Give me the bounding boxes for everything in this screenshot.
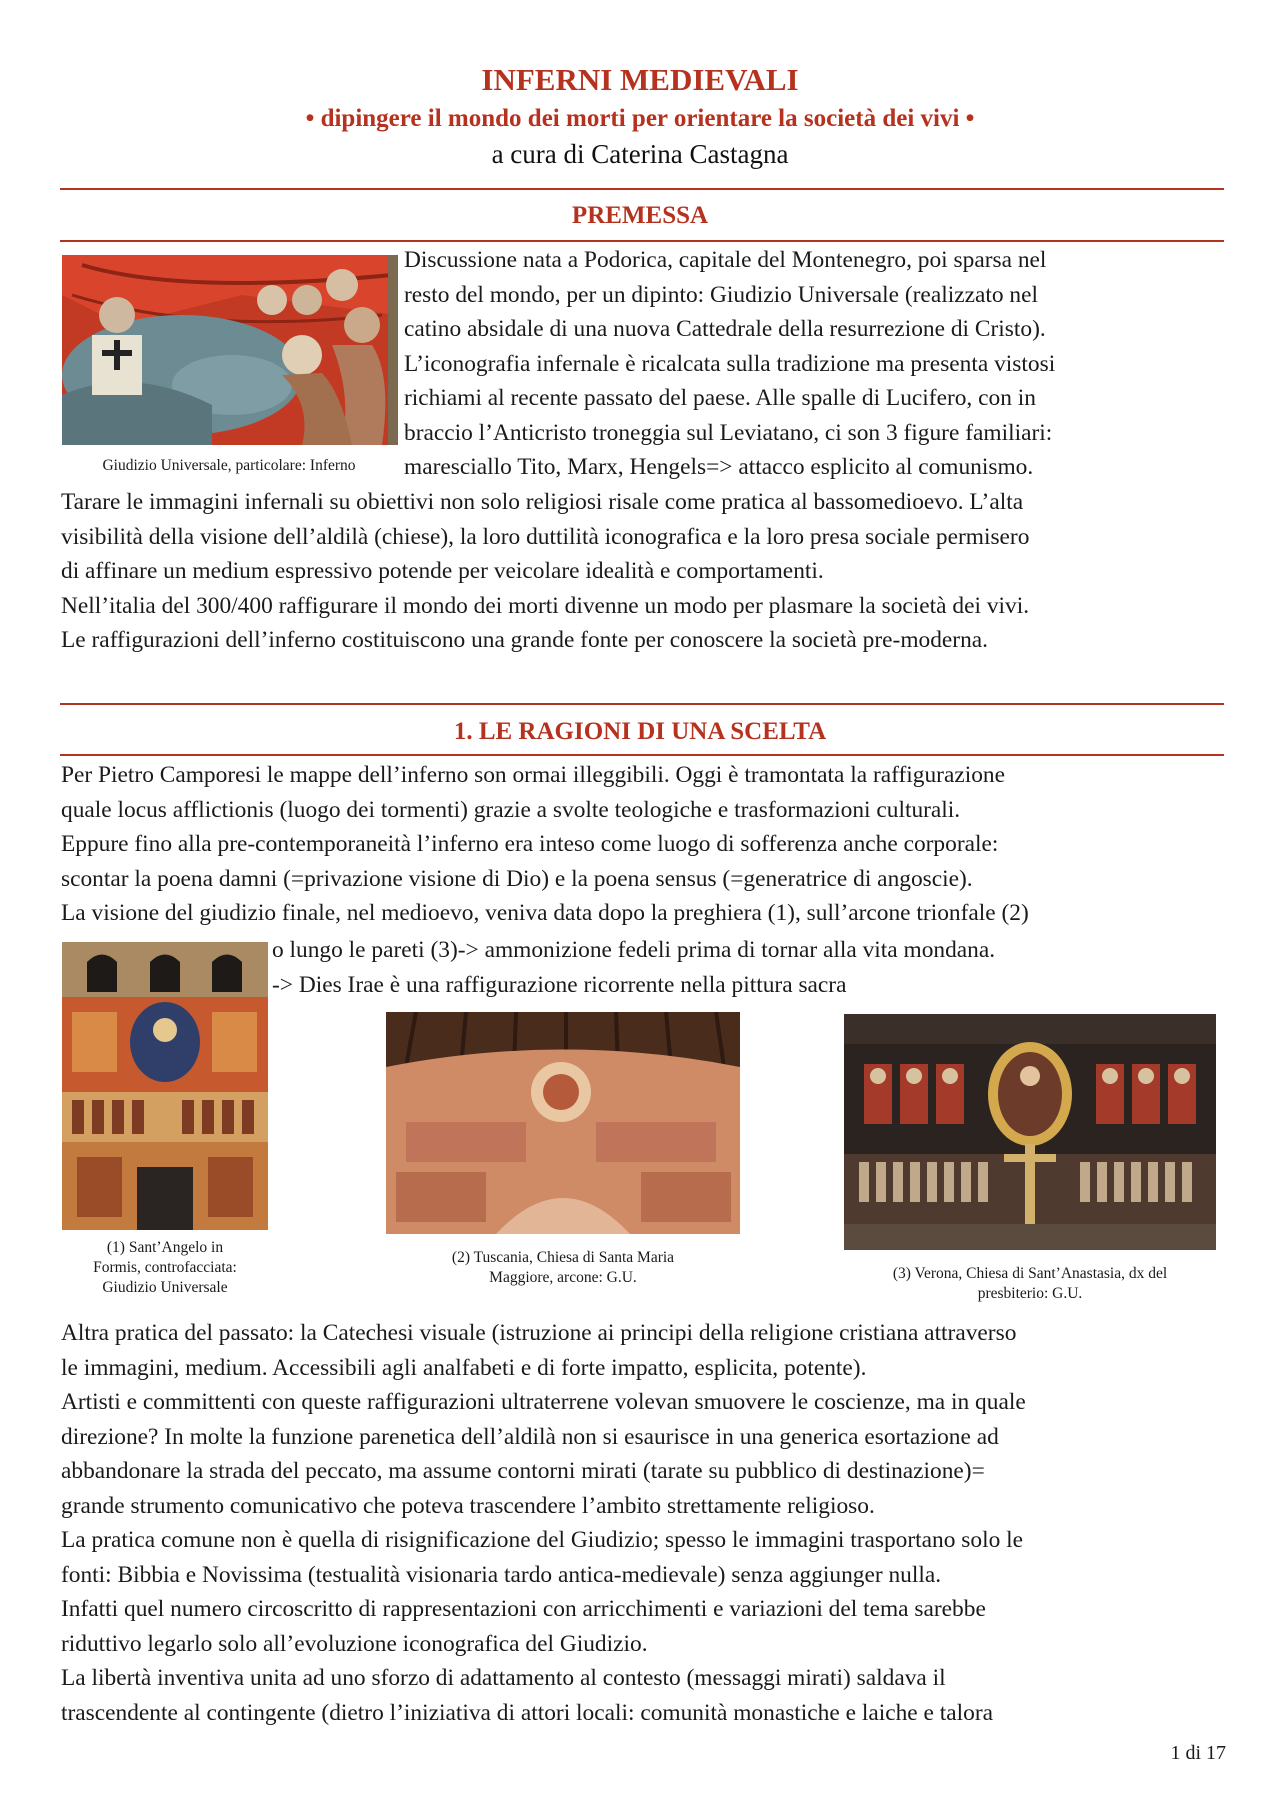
caption-line: Giudizio Universale [102,1279,228,1296]
caption-line: Maggiore, arcone: G.U. [489,1269,637,1286]
section-heading-ragioni: 1. LE RAGIONI DI UNA SCELTA [453,718,827,745]
text-line: Per Pietro Camporesi le mappe dell’inferno son ormai illeggibili. Oggi è tramontata la raffigurazione [61,762,1006,788]
section1-intro-text [61,758,1029,931]
divider-rule [60,703,1224,705]
caption-line: (2) Tuscania, Chiesa di Santa Maria [451,1249,675,1266]
premessa-body-text [61,485,1029,658]
text-line: fonti: Bibbia e Novissima (testualità visionaria tardo antica-medievale) senza aggiunger nulla. [61,1561,942,1588]
text-line: le immagini, medium. Accessibili agli analfabeti e di forte impatto, esplicita, potente). [61,1354,867,1381]
text-line: maresciallo Tito, Marx, Hengels=> attacco esplicito al comunismo. [404,454,1034,480]
text-line: richiami al recente passato del paese. Alle spalle di Lucifero, con in [404,385,1036,411]
text-line: Altra pratica del passato: la Catechesi visuale (istruzione ai principi della religione cristiana attraverso [61,1320,1017,1346]
text-line: Eppure fino alla pre-contemporaneità l’inferno era inteso come luogo di sofferenza anche corporale: [61,831,999,857]
divider-rule [60,240,1224,242]
text-line: o lungo le pareti (3)-> ammonizione fedeli prima di tornar alla vita mondana. [272,937,996,963]
section-heading-premessa: PREMESSA [571,202,709,229]
page-number: 1 di 17 [1170,1742,1226,1764]
figure-caption [56,1238,274,1298]
text-line: visibilità della visione dell’aldilà (chiese), la loro duttilità iconografica e la loro presa sociale permisero [61,523,1030,550]
figure-caption: Giudizio Universale, particolare: Inferno [102,457,356,474]
text-line: riduttivo legarlo solo all’evoluzione iconografica del Giudizio. [61,1630,648,1657]
tuscania-fresco-image [386,1012,740,1234]
section1-side-text [272,933,995,1002]
text-line: Discussione nata a Podorica, capitale del Montenegro, poi sparsa nel [404,247,1047,273]
caption-line: (3) Verona, Chiesa di Sant’Anastasia, dx del [892,1265,1168,1282]
text-line: direzione? In molte la funzione parenetica dell’aldilà non si esaurisce in una generica esortazione ad [61,1423,999,1450]
divider-rule [60,188,1224,190]
text-line: catino absidale di una nuova Cattedrale della resurrezione di Cristo). [404,316,1046,342]
premessa-side-text [404,243,1055,485]
section1-body-text [61,1316,1026,1730]
figure-caption [838,1264,1222,1304]
text-line: Nell’italia del 300/400 raffigurare il mondo dei morti divenne un modo per plasmare la società dei vivi. [61,592,1030,619]
text-line: braccio l’Anticristo troneggia sul Leviatano, ci son 3 figure familiari: [404,419,1053,446]
text-line: Infatti quel numero circoscritto di rappresentazioni con arricchimenti e variazioni del tema sarebbe [61,1596,986,1622]
text-line: quale locus afflictionis (luogo dei tormenti) grazie a svolte teologiche e trasformazioni culturali. [61,796,961,823]
text-line: La pratica comune non è quella di risignificazione del Giudizio; spesso le immagini trasportano solo le [61,1527,1023,1553]
document-subtitle: • dipingere il mondo dei morti per orientare la società dei vivi • [305,105,975,132]
text-line: Tarare le immagini infernali su obiettivi non solo religiosi risale come pratica al bassomedioevo. L’alta [61,489,1024,515]
document-author: a cura di Caterina Castagna [491,139,789,169]
text-line: -> Dies Irae è una raffigurazione ricorrente nella pittura sacra [272,971,847,998]
text-line: scontar la poena damni (=privazione visione di Dio) e la poena sensus (=generatrice di angoscie). [61,865,973,892]
document-title: INFERNI MEDIEVALI [481,62,799,97]
text-line: trascendente al contingente (dietro l’iniziativa di attori locali: comunità monastiche e laiche e talora [61,1699,993,1726]
caption-line: (1) Sant’Angelo in [106,1239,224,1256]
text-line: Le raffigurazioni dell’inferno costituiscono una grande fonte per conoscere la società pre-moderna. [61,627,989,653]
text-line: L’iconografia infernale è ricalcata sulla tradizione ma presenta vistosi [404,350,1056,377]
text-line: grande strumento comunicativo che poteva trascendere l’ambito strettamente religioso. [61,1492,875,1519]
text-line: di affinare un medium espressivo potende per veicolare idealità e comportamenti. [61,558,824,584]
verona-fresco-image [844,1014,1216,1250]
text-line: La visione del giudizio finale, nel medioevo, veniva data dopo la preghiera (1), sull’arcone trionfale (2) [61,900,1029,926]
caption-line: Formis, controfacciata: [93,1259,237,1276]
inferno-detail-image [62,255,398,445]
text-line: abbandonare la strada del peccato, ma assume contorni mirati (tarate su pubblico di destinazione)= [61,1458,985,1484]
text-line: La libertà inventiva unita ad uno sforzo di adattamento al contesto (messaggi mirati) saldava il [61,1665,946,1691]
divider-rule [60,754,1224,756]
santangelo-fresco-image [62,942,268,1230]
figure-caption [386,1248,740,1288]
caption-line: presbiterio: G.U. [977,1285,1083,1302]
text-line: Artisti e committenti con queste raffigurazioni ultraterrene volevan smuovere le coscienze, ma in quale [61,1389,1026,1415]
text-line: resto del mondo, per un dipinto: Giudizio Universale (realizzato nel [404,281,1038,308]
